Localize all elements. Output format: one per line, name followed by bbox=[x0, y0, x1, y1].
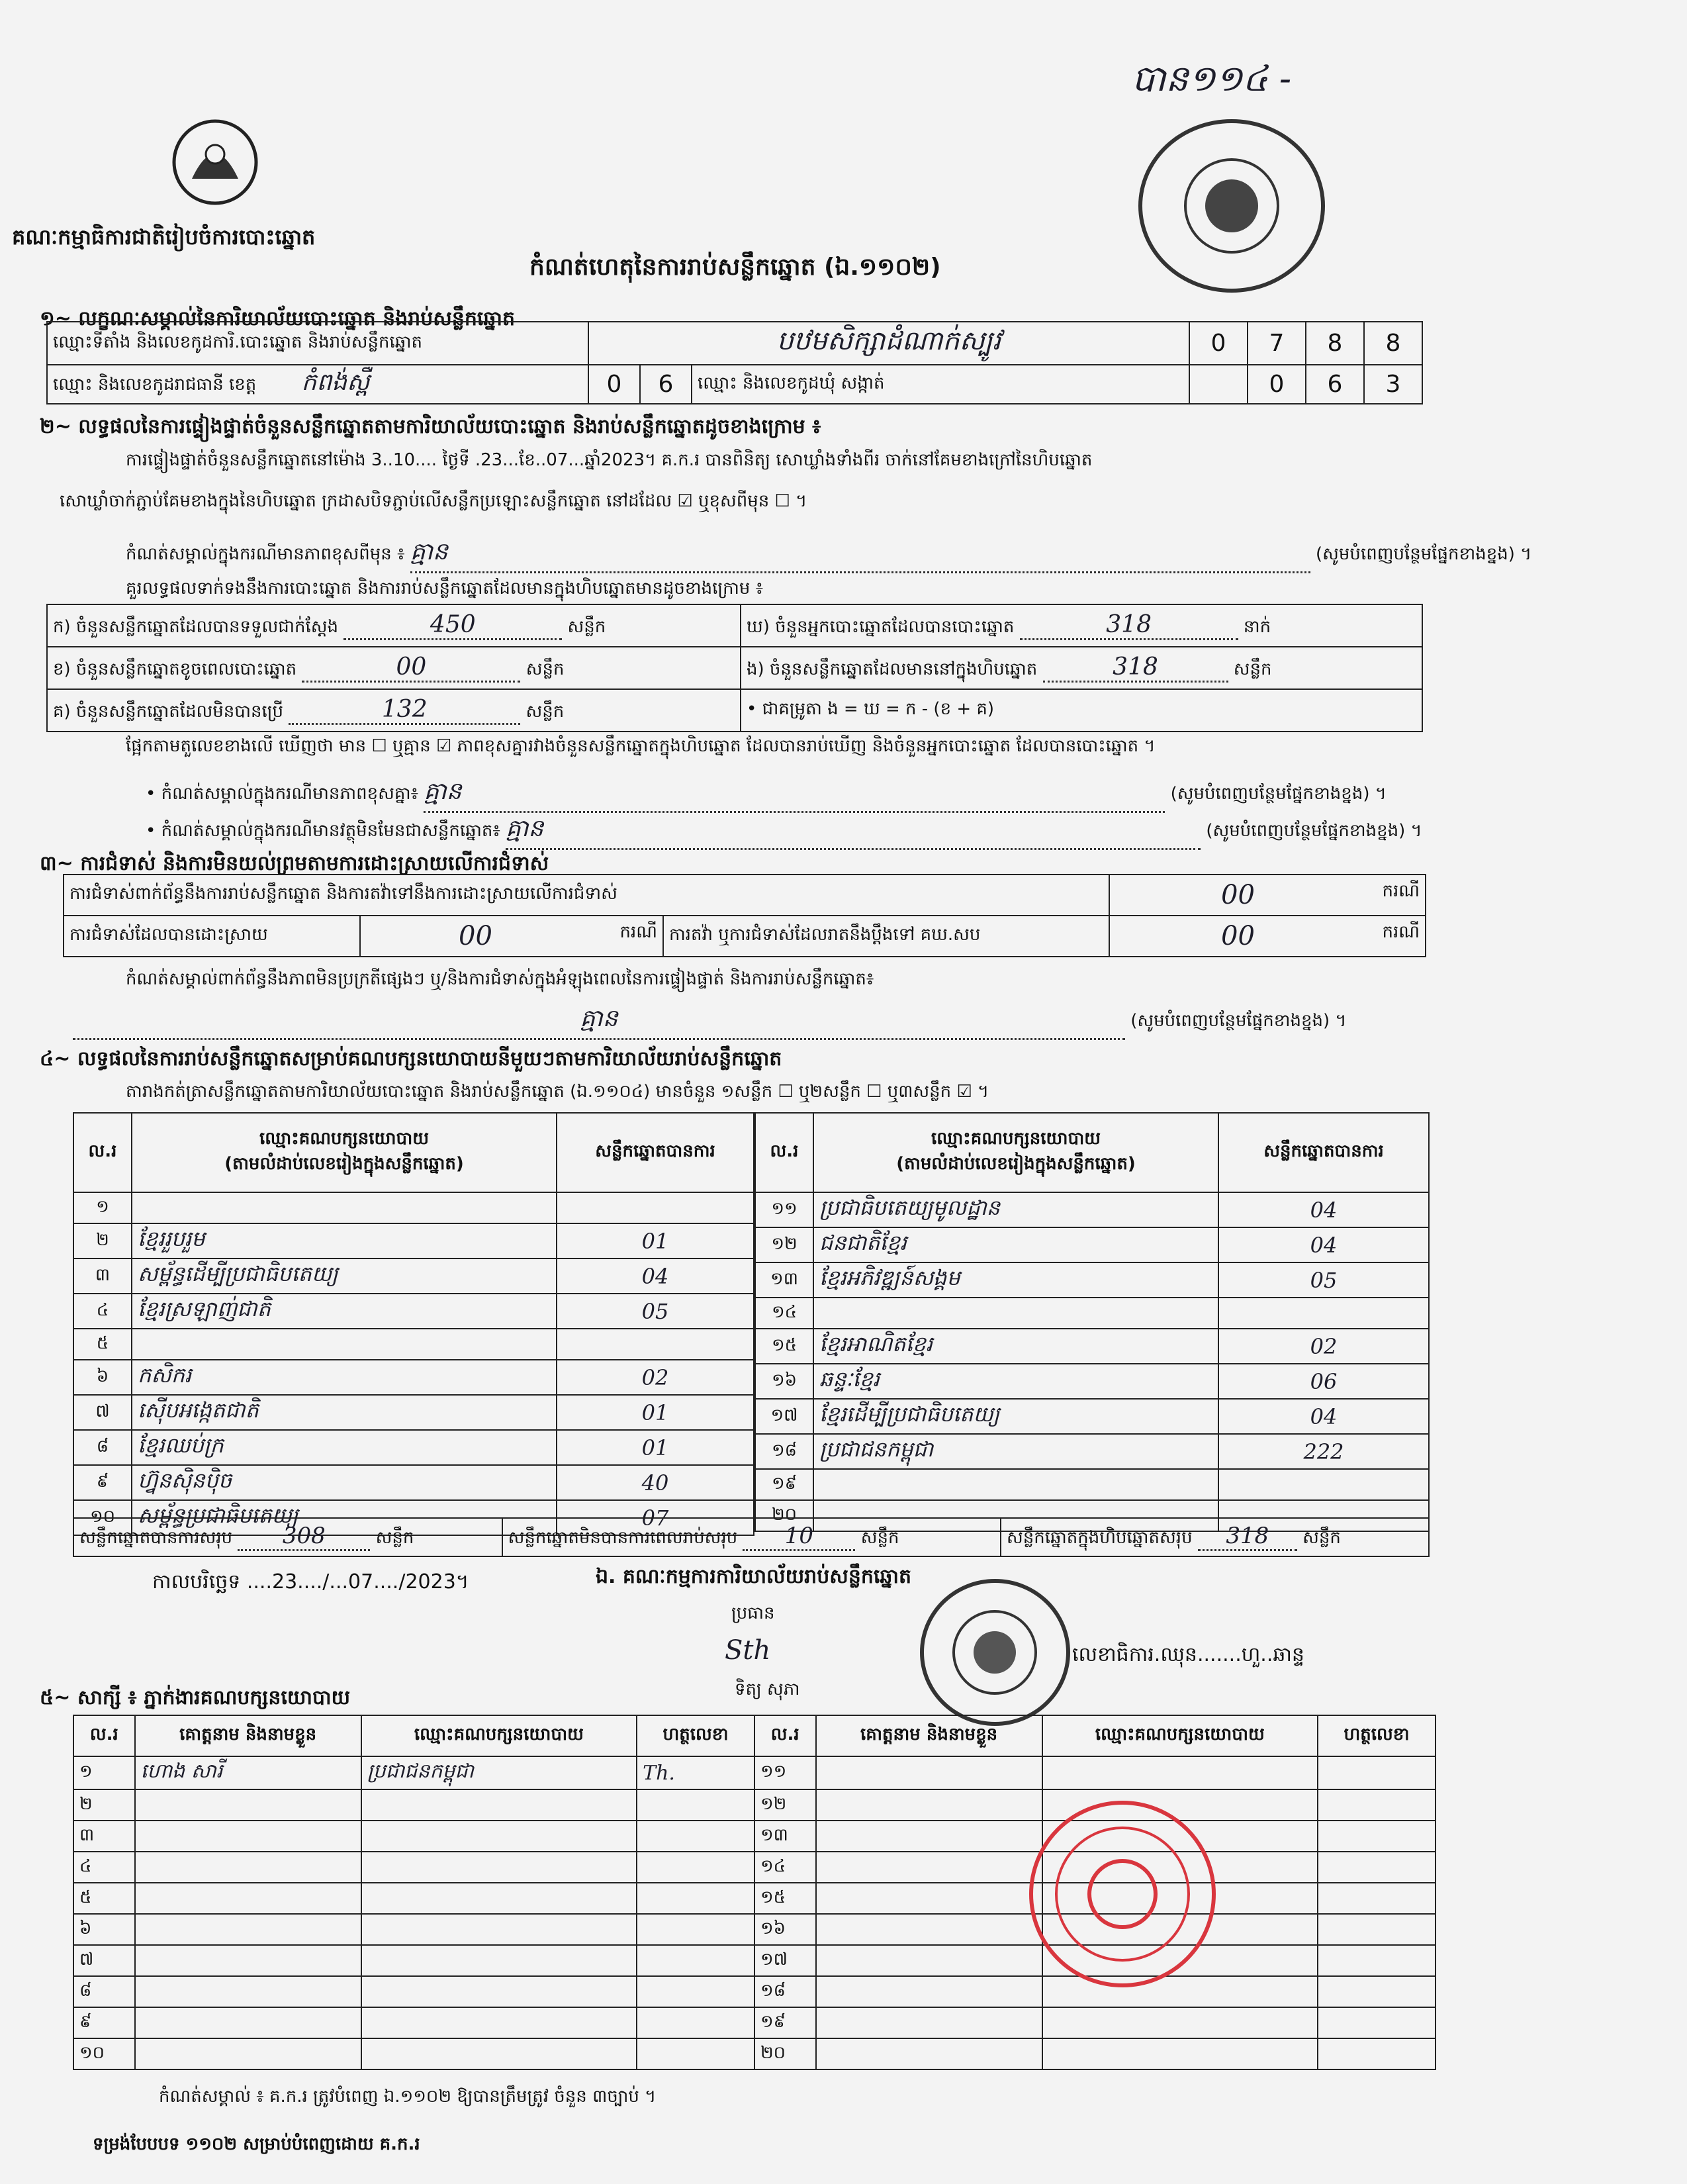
cell-votes: 01 bbox=[557, 1223, 754, 1258]
table-row bbox=[73, 1294, 754, 1329]
cell-votes bbox=[1218, 1298, 1429, 1329]
witness-cell bbox=[637, 1976, 754, 2007]
witness-cell bbox=[637, 1821, 754, 1852]
cell-party: ប្រជាជនកម្ពុជា bbox=[813, 1434, 1218, 1469]
cell-no: ១ bbox=[73, 1192, 132, 1223]
cell-party: ខ្មែរឈប់ក្រ bbox=[132, 1430, 557, 1465]
witness-cell: ១១ bbox=[754, 1756, 816, 1789]
table-row bbox=[73, 1945, 1436, 1976]
witness-cell bbox=[1318, 1852, 1436, 1883]
sign-org: ឯ. គណៈកម្មការការិយាល័យរាប់សន្លឹកឆ្នោត bbox=[596, 1565, 912, 1588]
total-invalid: សន្លឹកឆ្នោតមិនបានការពេលរាប់សរុប 10 សន្លឹក bbox=[502, 1518, 1001, 1556]
code-cell: 7 bbox=[1248, 322, 1306, 365]
cell-no: ១២ bbox=[755, 1227, 813, 1262]
witness-col: គោត្តនាម និងនាមខ្លួន bbox=[135, 1715, 361, 1756]
cell-no: ៤ bbox=[73, 1294, 132, 1329]
cell-party: ឆន្ទៈខ្មែរ bbox=[813, 1364, 1218, 1399]
table-row bbox=[73, 1192, 754, 1223]
witness-col: ល.រ bbox=[754, 1715, 816, 1756]
witness-col: គោត្តនាម និងនាមខ្លួន bbox=[816, 1715, 1042, 1756]
table-row bbox=[73, 1821, 1436, 1852]
table-row bbox=[73, 1223, 754, 1258]
s3-note: កំណត់សម្គាល់ពាក់ព័ន្ធនឹងភាពមិនប្រក្រតីផ្សេងៗ ឬ/និងការជំទាស់ក្នុងអំឡុងពេលនៃការផ្ទៀងផ្ទាត់ និងការរាប់សន្លឹកឆ្នោត៖ bbox=[126, 969, 874, 989]
row-c: គ) ចំនួនសន្លឹកឆ្នោតដែលមិនបានប្រើ 132 សន្លឹក bbox=[47, 689, 741, 732]
witness-cell bbox=[816, 1821, 1042, 1852]
witness-cell bbox=[1318, 1883, 1436, 1914]
cell-votes: 04 bbox=[1218, 1399, 1429, 1434]
witness-cell bbox=[816, 1883, 1042, 1914]
s3-r1-cell: 00 ករណី bbox=[1109, 875, 1426, 916]
code-cell: 6 bbox=[640, 365, 692, 404]
cell-votes: 05 bbox=[557, 1294, 754, 1329]
s2-bullet2: • កំណត់សម្គាល់ក្នុងករណីមានវត្ថុមិនមែនជាសន្លឹកឆ្នោត៖ គ្មាន (សូមបំពេញបន្ថែមផ្នែកខាងខ្នង) ។ bbox=[146, 813, 1422, 850]
table-row bbox=[73, 1465, 754, 1500]
cell-no: ៧ bbox=[73, 1395, 132, 1430]
cell-party bbox=[132, 1192, 557, 1223]
witness-cell bbox=[1318, 2007, 1436, 2038]
cell-party: សម្ព័ន្ធដើម្បីប្រជាធិបតេយ្យ bbox=[132, 1258, 557, 1294]
table-row bbox=[755, 1329, 1429, 1364]
witness-cell bbox=[135, 1914, 361, 1945]
witness-cell bbox=[816, 1976, 1042, 2007]
table-row bbox=[73, 1883, 1436, 1914]
col-party: ឈ្មោះគណបក្សនយោបាយ (តាមលំដាប់លេខរៀងក្នុងសន្លឹកឆ្នោត) bbox=[132, 1113, 557, 1192]
witness-cell bbox=[361, 1852, 637, 1883]
committee-seal bbox=[920, 1579, 1070, 1726]
witness-cell bbox=[637, 2007, 754, 2038]
code-cell: 3 bbox=[1364, 365, 1422, 404]
row-a: ក) ចំនួនសន្លឹកឆ្នោតដែលបានទទួលជាក់ស្តែង 450 សន្លឹក bbox=[47, 604, 741, 647]
secretary-line: លេខាធិការ.ឈុន.......ហួ..ឆាន្ទ bbox=[1072, 1643, 1304, 1666]
witness-cell bbox=[816, 1789, 1042, 1821]
form-note: ទម្រង់បែបបទ ១១០២ សម្រាប់បំពេញដោយ គ.ក.រ bbox=[93, 2134, 420, 2154]
table-row bbox=[755, 1364, 1429, 1399]
cell-party: សម្ព័ន្ធប្រជាធិបតេយ្យ bbox=[132, 1500, 557, 1535]
witness-cell bbox=[637, 1914, 754, 1945]
cell-no: ១៦ bbox=[755, 1364, 813, 1399]
s4-intro: តារាងកត់ត្រាសន្លឹកឆ្នោតតាមការិយាល័យបោះឆ្នោត និងរាប់សន្លឹកឆ្នោត (ឯ.១១០៤) មានចំនួន ១សន្លឹក ☐ ឬ២សន្លឹក ☐ ឬ៣សន្លឹក ☑ ។ bbox=[126, 1082, 989, 1102]
row-formula: • ជាគម្រូតា ង = ឃ = ក - (ខ + គ) bbox=[741, 689, 1422, 732]
section3-table bbox=[63, 874, 1426, 957]
s3-r2-cell: 00 ករណី bbox=[360, 916, 663, 957]
section2-table bbox=[46, 604, 1423, 732]
witness-cell bbox=[816, 2038, 1042, 2069]
table-row bbox=[755, 1469, 1429, 1500]
witness-cell bbox=[1318, 1914, 1436, 1945]
cell-votes: 04 bbox=[1218, 1227, 1429, 1262]
s2-sub-label: គួរលទ្ធផលទាក់ទងនឹងការបោះឆ្នោត និងការរាប់សន្លឹកឆ្នោតដែលមានក្នុងហិបឆ្នោតមានដូចខាងក្រោម ៖ bbox=[126, 579, 764, 598]
table-row bbox=[73, 1430, 754, 1465]
s3-r2-label2: ការតវ៉ា ឬការជំទាស់ដែលរាតនឹងប្ដឹងទៅ គឃ.សប bbox=[663, 916, 1109, 957]
cell-party: ប្រជាធិបតេយ្យមូលដ្ឋាន bbox=[813, 1192, 1218, 1227]
witness-cell bbox=[361, 1976, 637, 2007]
s1-row2-label2: ឈ្មោះ និងលេខកូដឃុំ សង្កាត់ bbox=[692, 365, 1189, 404]
witness-cell bbox=[135, 1821, 361, 1852]
cell-party: ខ្មែរអភិវឌ្ឍន៍សង្គម bbox=[813, 1262, 1218, 1298]
witness-cell bbox=[361, 1821, 637, 1852]
cell-no: ៨ bbox=[73, 1430, 132, 1465]
section3-heading: ៣~ ការជំទាស់ និងការមិនយល់ព្រមតាមការដោះស្រាយលើការជំទាស់ bbox=[40, 852, 549, 875]
witness-cell bbox=[816, 2007, 1042, 2038]
cell-votes bbox=[1218, 1469, 1429, 1500]
witness-col: ឈ្មោះគណបក្សនយោបាយ bbox=[1042, 1715, 1318, 1756]
table-row bbox=[73, 1395, 754, 1430]
witness-cell bbox=[135, 1883, 361, 1914]
s2-line2: សោឃ្លាំចាក់ភ្ជាប់គែមខាងក្នុងនៃហិបឆ្នោត ក្រដាសបិទភ្ជាប់លើសន្លឹកប្រឡោះសន្លឹកឆ្នោត នៅដដែល ☑ ឬខុសពីមុន ☐ ។ bbox=[60, 491, 807, 511]
table-row bbox=[755, 1192, 1429, 1227]
corner-note: បាន១១៤ - bbox=[1132, 58, 1292, 99]
table-row bbox=[755, 1227, 1429, 1262]
row-b: ខ) ចំនួនសន្លឹកឆ្នោតខូចពេលបោះឆ្នោត 00 សន្លឹក bbox=[47, 647, 741, 689]
witness-col: ហត្ថលេខា bbox=[637, 1715, 754, 1756]
cell-no: ៩ bbox=[73, 1465, 132, 1500]
top-seal bbox=[1138, 119, 1325, 293]
cell-no: ៣ bbox=[73, 1258, 132, 1294]
cell-votes: 01 bbox=[557, 1395, 754, 1430]
witness-cell: ៨ bbox=[73, 1976, 135, 2007]
cell-no: ១៨ bbox=[755, 1434, 813, 1469]
witness-cell: ៤ bbox=[73, 1852, 135, 1883]
red-seal bbox=[1029, 1801, 1216, 1987]
cell-party: ខ្មែររួបរួម bbox=[132, 1223, 557, 1258]
witness-cell bbox=[637, 2038, 754, 2069]
witness-cell bbox=[816, 1914, 1042, 1945]
table-row bbox=[73, 1756, 1436, 1789]
witness-cell bbox=[135, 1976, 361, 2007]
witness-cell bbox=[637, 1883, 754, 1914]
col-no: ល.រ bbox=[73, 1113, 132, 1192]
witness-cell: ៩ bbox=[73, 2007, 135, 2038]
cell-votes: 01 bbox=[557, 1430, 754, 1465]
cell-votes: 07 bbox=[557, 1500, 754, 1535]
witness-cell bbox=[135, 2007, 361, 2038]
table-row bbox=[73, 1360, 754, 1395]
footnote: កំណត់សម្គាល់ ៖ គ.ក.រ ត្រូវបំពេញ ឯ.១១០២ ឱ្យបានត្រឹមត្រូវ ចំនួន ៣ច្បាប់ ។ bbox=[159, 2087, 657, 2107]
table-row bbox=[73, 2007, 1436, 2038]
table-row bbox=[755, 1262, 1429, 1298]
witness-cell bbox=[1042, 2007, 1318, 2038]
witness-col: ល.រ bbox=[73, 1715, 135, 1756]
section5-heading: ៥~ សាក្សី ៖ ភ្នាក់ងារគណបក្សនយោបាយ bbox=[40, 1686, 351, 1709]
cell-party bbox=[813, 1469, 1218, 1500]
chair-name: ទិត្យ សុភា bbox=[735, 1680, 800, 1699]
table-row bbox=[755, 1298, 1429, 1329]
code-cell: 0 bbox=[1189, 322, 1248, 365]
witness-cell bbox=[1042, 1756, 1318, 1789]
witness-cell bbox=[637, 1852, 754, 1883]
table-row bbox=[755, 1434, 1429, 1469]
cell-votes: 04 bbox=[557, 1258, 754, 1294]
s3-note-line: គ្មាន (សូមបំពេញបន្ថែមផ្នែកខាងខ្នង) ។ bbox=[73, 1003, 1347, 1040]
cell-party: កសិករ bbox=[132, 1360, 557, 1395]
row-e: ង) ចំនួនសន្លឹកឆ្នោតដែលមាននៅក្នុងហិបឆ្នោត 318 សន្លឹក bbox=[741, 647, 1422, 689]
cell-no: ១៧ bbox=[755, 1399, 813, 1434]
witness-cell bbox=[361, 2038, 637, 2069]
cell-no: ២០ bbox=[755, 1500, 813, 1531]
witness-cell bbox=[816, 1945, 1042, 1976]
witness-cell: ២០ bbox=[754, 2038, 816, 2069]
results-table-right bbox=[754, 1112, 1430, 1532]
code-cell: 8 bbox=[1364, 322, 1422, 365]
s1-row1-value: បឋមសិក្សាដំណាក់ស្បូវ bbox=[588, 322, 1189, 365]
cell-party: ជនជាតិខ្មែរ bbox=[813, 1227, 1218, 1262]
witness-cell bbox=[637, 1789, 754, 1821]
witness-cell: ១៦ bbox=[754, 1914, 816, 1945]
witness-cell bbox=[1318, 1821, 1436, 1852]
witness-cell: ១៧ bbox=[754, 1945, 816, 1976]
total-valid: សន្លឹកឆ្នោតបានការសរុប 308 សន្លឹក bbox=[73, 1518, 502, 1556]
cell-no: ៥ bbox=[73, 1329, 132, 1360]
s1-row1-label: ឈ្មោះទីតាំង និងលេខកូដការិ.បោះឆ្នោត និងរាប់សន្លឹកឆ្នោត bbox=[47, 322, 588, 365]
cell-no: ២ bbox=[73, 1223, 132, 1258]
witness-cell bbox=[361, 1883, 637, 1914]
witness-cell bbox=[1042, 2038, 1318, 2069]
table-row bbox=[73, 1852, 1436, 1883]
witness-cell: ១២ bbox=[754, 1789, 816, 1821]
col-no: ល.រ bbox=[755, 1113, 813, 1192]
witness-cell: ១៩ bbox=[754, 2007, 816, 2038]
witness-cell bbox=[361, 1914, 637, 1945]
results-table-left bbox=[73, 1112, 754, 1536]
witness-cell: ១០ bbox=[73, 2038, 135, 2069]
s2-note: កំណត់សម្គាល់ក្នុងករណីមានភាពខុសពីមុន ៖ គ្មាន (សូមបំពេញបន្ថែមផ្នែកខាងខ្នង) ។ bbox=[126, 536, 1531, 573]
witness-cell: ១៥ bbox=[754, 1883, 816, 1914]
cell-party: ហ្វ៊ុនស៊ិនប៉ិច bbox=[132, 1465, 557, 1500]
witness-cell bbox=[1318, 1945, 1436, 1976]
cell-party: ស៊ើបអង្កេតជាតិ bbox=[132, 1395, 557, 1430]
s2-line1: ការផ្ទៀងផ្ទាត់ចំនួនសន្លឹកឆ្នោតនៅម៉ោង 3..10.... ថ្ងៃទី .23...ខែ..07...ឆ្នាំ2023។ គ.ក.រ បានពិនិត្យ សោឃ្លាំងទាំងពីរ ចាក់នៅគែមខាងក្រៅនៃហិបឆ្នោត bbox=[126, 450, 1093, 470]
witness-col: ហត្ថលេខា bbox=[1318, 1715, 1436, 1756]
cell-votes: 05 bbox=[1218, 1262, 1429, 1298]
witness-cell: ១៤ bbox=[754, 1852, 816, 1883]
witness-cell: ៣ bbox=[73, 1821, 135, 1852]
cell-votes: 02 bbox=[557, 1360, 754, 1395]
s3-r2-cell2: 00 ករណី bbox=[1109, 916, 1426, 957]
cell-no: ១៩ bbox=[755, 1469, 813, 1500]
s1-row2-label: ឈ្មោះ និងលេខកូដរាជធានី ខេត្ត កំពង់ស្ពឺ bbox=[47, 365, 588, 404]
cell-party bbox=[813, 1298, 1218, 1329]
table-row bbox=[73, 1329, 754, 1360]
cell-votes: 222 bbox=[1218, 1434, 1429, 1469]
section1-table bbox=[46, 321, 1423, 404]
table-row bbox=[73, 1789, 1436, 1821]
cell-no: ១០ bbox=[73, 1500, 132, 1535]
witness-cell bbox=[361, 2007, 637, 2038]
cell-no: ១៤ bbox=[755, 1298, 813, 1329]
cell-party: ខ្មែរអាណិតខ្មែរ bbox=[813, 1329, 1218, 1364]
org-name: គណៈកម្មាធិការជាតិរៀបចំការបោះឆ្នោត bbox=[12, 224, 316, 250]
witness-cell bbox=[1318, 2038, 1436, 2069]
s2-bullet1: • កំណត់សម្គាល់ក្នុងករណីមានភាពខុសគ្នា៖ គ្មាន (សូមបំពេញបន្ថែមផ្នែកខាងខ្នង) ។ bbox=[146, 776, 1387, 813]
emblem-icon bbox=[169, 116, 261, 209]
page-title: កំណត់ហេតុនៃការរាប់សន្លឹកឆ្នោត (ឯ.១១០២) bbox=[529, 254, 941, 281]
col-votes: សន្លឹកឆ្នោតបានការ bbox=[557, 1113, 754, 1192]
cell-party bbox=[132, 1329, 557, 1360]
section4-heading: ៤~ លទ្ធផលនៃការរាប់សន្លឹកឆ្នោតសម្រាប់គណបក្សនយោបាយនីមួយៗតាមការិយាល័យរាប់សន្លឹកឆ្នោត bbox=[40, 1047, 782, 1070]
cell-no: ៦ bbox=[73, 1360, 132, 1395]
table-row bbox=[73, 2038, 1436, 2069]
chair-signature: Sth bbox=[725, 1635, 771, 1666]
s3-r1-label: ការជំទាស់ពាក់ព័ន្ធនឹងការរាប់សន្លឹកឆ្នោត និងការតវ៉ាទៅនឹងការដោះស្រាយលើការជំទាស់ bbox=[64, 875, 1109, 916]
total-box: សន្លឹកឆ្នោតក្នុងហិបឆ្នោតសរុប 318 សន្លឹក bbox=[1001, 1518, 1429, 1556]
code-cell: 8 bbox=[1306, 322, 1364, 365]
s3-r2-label: ការជំទាស់ដែលបានដោះស្រាយ bbox=[64, 916, 360, 957]
witness-cell: ប្រជាជនកម្ពុជា bbox=[361, 1756, 637, 1789]
witness-cell bbox=[135, 1852, 361, 1883]
cell-votes: 02 bbox=[1218, 1329, 1429, 1364]
witness-cell: ១៨ bbox=[754, 1976, 816, 2007]
witness-cell bbox=[135, 2038, 361, 2069]
witness-cell: Th. bbox=[637, 1756, 754, 1789]
cell-votes bbox=[557, 1329, 754, 1360]
witness-cell: ៧ bbox=[73, 1945, 135, 1976]
table-row bbox=[73, 1976, 1436, 2007]
cell-no: ១៣ bbox=[755, 1262, 813, 1298]
code-cell: 0 bbox=[588, 365, 640, 404]
witness-cell: ហោង សារី bbox=[135, 1756, 361, 1789]
witness-cell: ៦ bbox=[73, 1914, 135, 1945]
totals-row bbox=[73, 1517, 1430, 1557]
chair-label: ប្រធាន bbox=[731, 1603, 775, 1623]
table-row bbox=[755, 1399, 1429, 1434]
witness-cell: ៥ bbox=[73, 1883, 135, 1914]
table-row bbox=[73, 1914, 1436, 1945]
cell-no: ១៥ bbox=[755, 1329, 813, 1364]
witness-cell: ១៣ bbox=[754, 1821, 816, 1852]
section1-heading: ១~ លក្ខណៈសម្គាល់នៃការិយាល័យបោះឆ្នោត និងរាប់សន្លឹកឆ្នោត bbox=[40, 307, 516, 330]
witness-cell bbox=[1318, 1976, 1436, 2007]
table-row bbox=[73, 1258, 754, 1294]
cell-party: ខ្មែរស្រឡាញ់ជាតិ bbox=[132, 1294, 557, 1329]
cell-votes bbox=[557, 1192, 754, 1223]
witness-cell bbox=[816, 1852, 1042, 1883]
col-party: ឈ្មោះគណបក្សនយោបាយ (តាមលំដាប់លេខរៀងក្នុងសន្លឹកឆ្នោត) bbox=[813, 1113, 1218, 1192]
cell-votes: 06 bbox=[1218, 1364, 1429, 1399]
code-cell: 6 bbox=[1306, 365, 1364, 404]
witness-cell bbox=[1318, 1789, 1436, 1821]
witness-cell: ២ bbox=[73, 1789, 135, 1821]
cell-party: ខ្មែរដើម្បីប្រជាធិបតេយ្យ bbox=[813, 1399, 1218, 1434]
code-cell: 0 bbox=[1248, 365, 1306, 404]
witness-cell bbox=[135, 1789, 361, 1821]
row-d: ឃ) ចំនួនអ្នកបោះឆ្នោតដែលបានបោះឆ្នោត 318 នាក់ bbox=[741, 604, 1422, 647]
witness-col: ឈ្មោះគណបក្សនយោបាយ bbox=[361, 1715, 637, 1756]
date-line: កាលបរិច្ឆេទ ....23..../...07..../2023។ bbox=[152, 1570, 469, 1593]
section2-heading: ២~ លទ្ធផលនៃការផ្ទៀងផ្ទាត់ចំនួនសន្លឹកឆ្នោតតាមការិយាល័យបោះឆ្នោត និងរាប់សន្លឹកឆ្នោតដូចខាងក្រោម ៖ bbox=[40, 415, 821, 438]
cell-votes: 40 bbox=[557, 1465, 754, 1500]
cell-votes: 04 bbox=[1218, 1192, 1429, 1227]
witness-cell bbox=[361, 1945, 637, 1976]
cell-no: ១១ bbox=[755, 1192, 813, 1227]
witness-cell bbox=[637, 1945, 754, 1976]
col-votes: សន្លឹកឆ្នោតបានការ bbox=[1218, 1113, 1429, 1192]
s2-compare: ផ្អែកតាមតួលេខខាងលើ ឃើញថា មាន ☐ ឬគ្មាន ☑ ភាពខុសគ្នារវាងចំនួនសន្លឹកឆ្នោតក្នុងហិបឆ្នោត ដែលបានរាប់ឃើញ និងចំនួនអ្នកបោះឆ្នោត ដែលបានបោះឆ្នោត ។ bbox=[126, 736, 1156, 756]
witness-cell bbox=[1318, 1756, 1436, 1789]
witness-cell: ១ bbox=[73, 1756, 135, 1789]
witness-cell bbox=[816, 1756, 1042, 1789]
witness-cell bbox=[361, 1789, 637, 1821]
witness-table bbox=[73, 1715, 1436, 2070]
witness-cell bbox=[135, 1945, 361, 1976]
